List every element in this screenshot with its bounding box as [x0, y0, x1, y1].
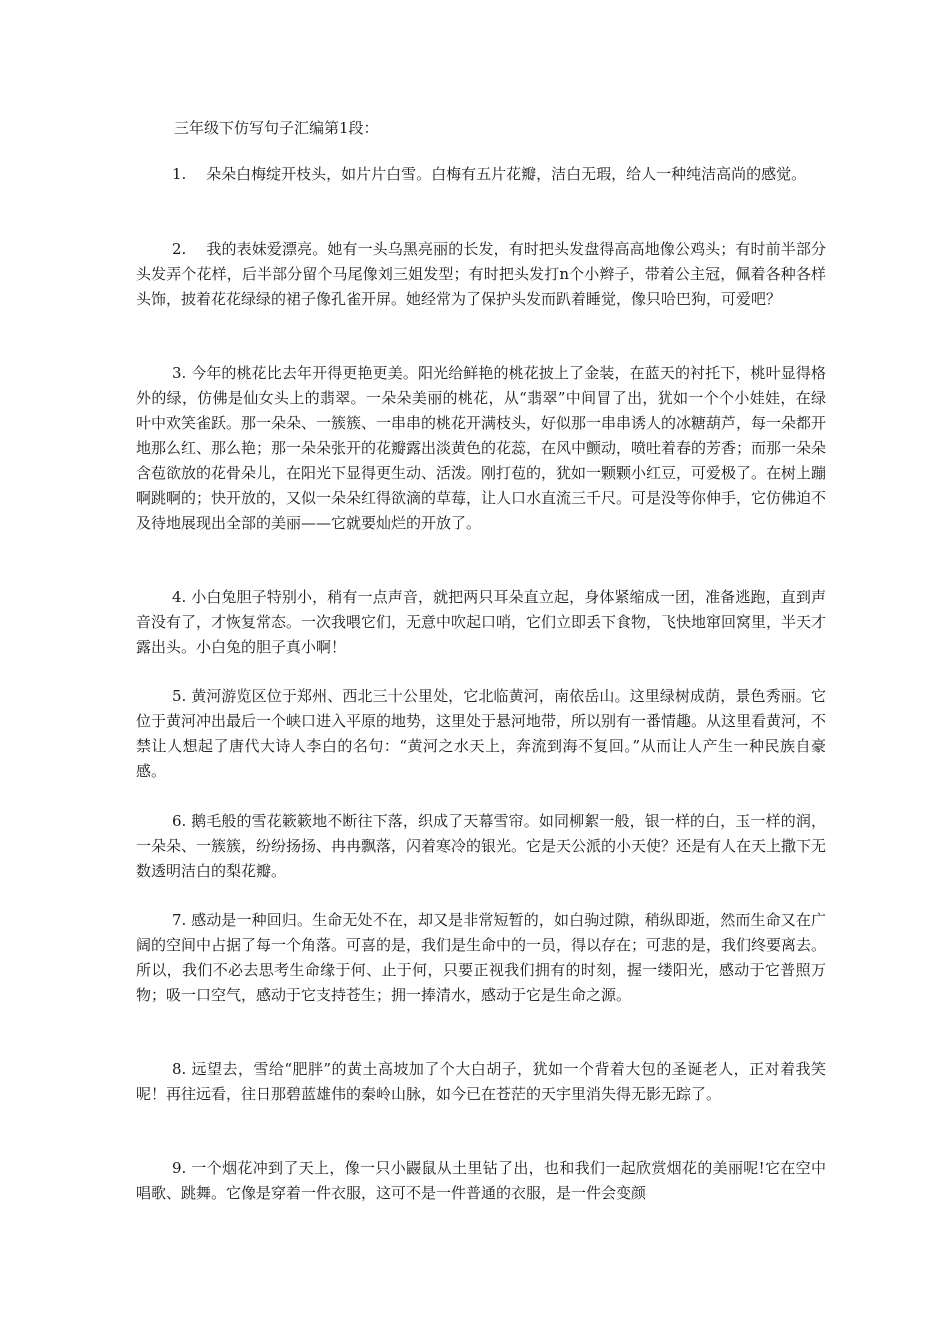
- paragraph-9: 9. 一个烟花冲到了天上，像一只小鼹鼠从土里钻了出，也和我们一起欣赏烟花的美丽呢!它在空中唱歌、跳舞。它像是穿着一件衣服，这可不是一件普通的衣服，是一件会变颜: [136, 1159, 826, 1202]
- paragraph-2: 2. 我的表妹爱漂亮。她有一头乌黑亮丽的长发，有时把头发盘得高高地像公鸡头；有时前半部分头发弄个花样，后半部分留个马尾像刘三姐发型；有时把头发打n个小辫子，带着公主冠，佩着各种各样头饰，披着花花绿绿的裙子像孔雀开屏。她经常为了保护头发而趴着睡觉，像只哈巴狗，可爱吧？: [136, 240, 826, 308]
- paragraph-5: 5. 黄河游览区位于郑州、西北三十公里处，它北临黄河，南依岳山。这里绿树成荫，景色秀丽。它位于黄河冲出最后一个峡口进入平原的地势，这里处于悬河地带，所以别有一番情趣。从这里看黄河，不禁让人想起了唐代大诗人李白的名句：“黄河之水天上，奔流到海不复回。”从而让人产生一种民族自豪感。: [136, 687, 827, 780]
- paragraph-6: 6. 鹅毛般的雪花簌簌地不断往下落，织成了天幕雪帘。如同柳絮一般，银一样的白，玉一样的润，一朵朵、一簇簇，纷纷扬扬、冉冉飘落，闪着寒冷的银光。它是天公派的小天使？还是有人在天上撒下无数透明洁白的梨花瓣。: [136, 812, 827, 880]
- paragraph-7: 7. 感动是一种回归。生命无处不在，却又是非常短暂的，如白驹过隙，稍纵即逝，然而生命又在广阔的空间中占据了每一个角落。可喜的是，我们是生命中的一员，得以存在；可悲的是，我们终要离去。所以，我们不必去思考生命缘于何、止于何，只要正视我们拥有的时刻，握一缕阳光，感动于它普照万物；吸一口空气，感动于它支持苍生；拥一捧清水，感动于它是生命之源。: [136, 911, 827, 1004]
- paragraph-8: 8. 远望去，雪给“肥胖”的黄土高坡加了个大白胡子，犹如一个背着大包的圣诞老人，正对着我笑呢！再往远看，往日那碧蓝雄伟的秦岭山脉，如今已在苍茫的天宇里消失得无影无踪了。: [136, 1060, 826, 1103]
- paragraph-3: 3. 今年的桃花比去年开得更艳更美。阳光给鲜艳的桃花披上了金装，在蓝天的衬托下，桃叶显得格外的绿，仿佛是仙女头上的翡翠。一朵朵美丽的桃花，从“翡翠”中间冒了出，犹如一个个小娃娃，在绿叶中欢笑雀跃。那一朵朵、一簇簇、一串串的桃花开满枝头，好似那一串串诱人的冰糖葫芦，每一朵都开地那么红、那么艳；那一朵朵张开的花瓣露出淡黄色的花蕊，在风中颤动，喷吐着春的芳香；而那一朵朵含苞欲放的花骨朵儿，在阳光下显得更生动、活泼。刚打苞的，犹如一颗颗小红豆，可爱极了。在树上蹦啊跳啊的；快开放的，又似一朵朵红得欲滴的草莓，让人口水直流三千尺。可是没等你伸手，它仿佛迫不及待地展现出全部的美丽——它就要灿烂的开放了。: [136, 364, 827, 532]
- paragraph-1: 1. 朵朵白梅绽开枝头，如片片白雪。白梅有五片花瓣，洁白无瑕，给人一种纯洁高尚的感觉。: [172, 165, 807, 183]
- document-title: 三年级下仿写句子汇编第1段：: [174, 119, 379, 137]
- paragraph-4: 4. 小白兔胆子特别小，稍有一点声音，就把两只耳朵直立起，身体紧缩成一团，准备逃跑，直到声音没有了，才恢复常态。一次我喂它们，无意中吹起口哨，它们立即丢下食物，飞快地窜回窝里，半天才露出头。小白兔的胆子真小啊！: [136, 588, 827, 656]
